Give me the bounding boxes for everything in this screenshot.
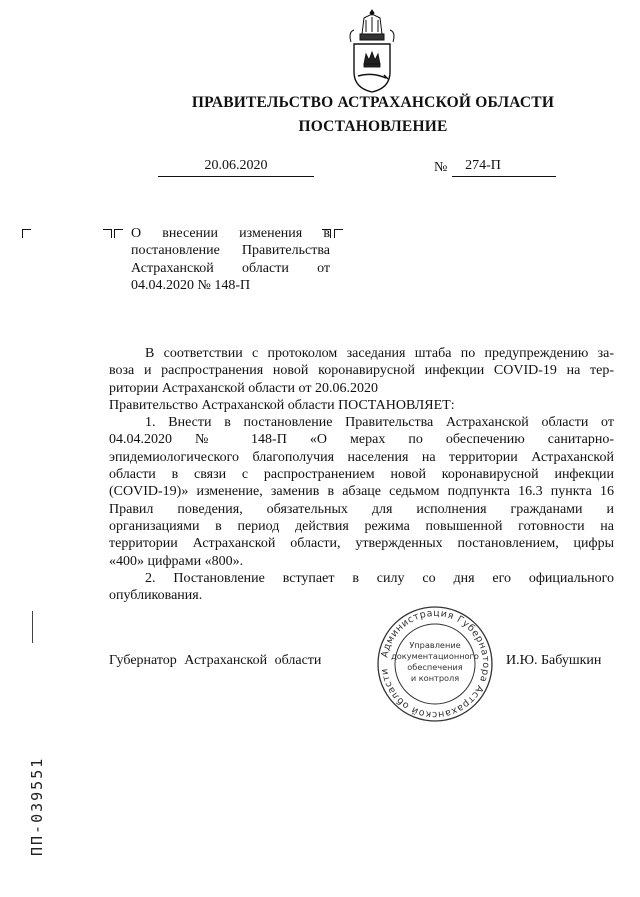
official-stamp bbox=[372, 604, 498, 724]
stamp-line: и контроля bbox=[410, 673, 460, 683]
body-line: ритории Астраханской области от 20.06.2020 bbox=[109, 380, 378, 396]
number-sign: № bbox=[434, 160, 448, 175]
corner-mark-inner-left bbox=[103, 229, 112, 238]
subject-line: 04.04.2020 № 148-П bbox=[131, 278, 251, 294]
document-type-title: ПОСТАНОВЛЕНИЕ bbox=[298, 118, 448, 135]
margin-serial-number: ПП-039551 bbox=[28, 756, 46, 856]
body-line: воза и распространения новой коронавирусной инфекции COVID-19 на тер- bbox=[109, 363, 614, 379]
document-body bbox=[109, 345, 614, 604]
subject-line: постановление Правительства bbox=[131, 243, 330, 259]
body-line: 04.04.2020 № 148-П «О мерах по обеспечению санитарно- bbox=[109, 432, 614, 448]
corner-mark-subject-right-b bbox=[334, 229, 343, 238]
body-line: 1. Внести в постановление Правительства Астраханской области от bbox=[145, 415, 614, 431]
paragraph-resolves bbox=[109, 397, 614, 414]
margin-rule bbox=[32, 611, 33, 643]
body-line: «400» цифрами «800». bbox=[109, 553, 244, 569]
organization-title: ПРАВИТЕЛЬСТВО АСТРАХАНСКОЙ ОБЛАСТИ bbox=[191, 94, 555, 111]
coat-of-arms-icon bbox=[344, 8, 400, 94]
body-line: опубликования. bbox=[109, 588, 203, 604]
subject-line: Астраханской области от bbox=[131, 260, 330, 276]
body-line: территории Астраханской области, утвержденных постановлением, цифры bbox=[109, 536, 614, 552]
body-line: области в связи с распространением новой коронавирусной инфекции bbox=[109, 467, 614, 483]
document-number: 274-П bbox=[465, 158, 501, 173]
body-line: эпидемиологического благополучия населения на территории Астраханской bbox=[109, 449, 614, 465]
signatory-name: И.Ю. Бабушкин bbox=[506, 653, 602, 668]
stamp-line: обеспечения bbox=[407, 662, 463, 672]
stamp-line: документационного bbox=[391, 651, 479, 661]
corner-mark-left bbox=[22, 229, 31, 238]
body-line: В соответствии с протоколом заседания штаба по предупреждению за- bbox=[145, 346, 614, 361]
document-subject bbox=[131, 225, 330, 295]
corner-mark-subject-left bbox=[114, 229, 123, 238]
subject-line: О внесении изменения в bbox=[131, 226, 330, 241]
stamp-ring-text: Администрация Губернатора Астраханской области bbox=[379, 607, 492, 721]
stamp-line: Управление bbox=[409, 640, 461, 650]
body-line: 2. Постановление вступает в силу со дня его официального bbox=[145, 570, 614, 586]
number-field bbox=[452, 158, 556, 177]
paragraph-item-1 bbox=[109, 414, 614, 570]
signatory-position: Губернатор Астраханской области bbox=[109, 653, 322, 668]
date-field bbox=[158, 158, 314, 177]
body-line: Правительство Астраханской области ПОСТАНОВЛЯЕТ: bbox=[109, 397, 455, 413]
body-line: организациями в период действия режима повышенной готовности на bbox=[109, 518, 614, 534]
paragraph-item-2 bbox=[109, 570, 614, 605]
body-line: (COVID-19)» изменение, заменив в абзаце седьмом подпункта 16.3 пункта 16 bbox=[109, 484, 614, 500]
document-date: 20.06.2020 bbox=[204, 158, 268, 173]
body-line: Правил поведения, обязательных для исполнения гражданами и bbox=[109, 501, 614, 517]
paragraph-preamble bbox=[109, 345, 614, 397]
